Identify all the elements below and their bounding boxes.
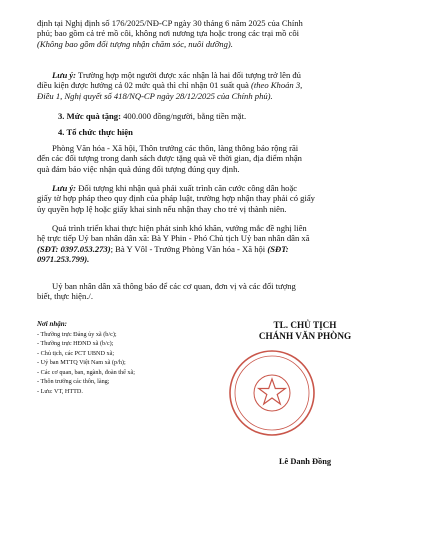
paragraph-contact <box>37 223 390 265</box>
recipient-item: - Thường trực HĐND xã (b/c); <box>37 340 114 347</box>
signature-title: TL. CHỦ TỊCH <box>273 320 337 330</box>
text-line: (theo Khoản 3, <box>250 80 303 91</box>
phone-number: 0971.253.799). <box>37 254 90 265</box>
text-line: biết, thực hiện./. <box>37 291 93 302</box>
recipients-list <box>37 320 212 396</box>
seal-inner-ring <box>235 356 309 430</box>
recipients-title: Nơi nhận: <box>37 320 68 328</box>
text-line: Quá trình triển khai thực hiện phát sinh khó khăn, vướng mắc đề nghị liên <box>52 223 307 233</box>
text-line: điều kiện được hưởng cả 02 mức quà thì chỉ nhận 01 suất quà <box>37 80 251 91</box>
text-line: hệ trực tiếp Uỷ ban nhân dân xã: Bà Y Phin - Phó Chủ tịch Uỷ ban nhân dân xã <box>37 233 310 244</box>
phone-label: (SĐT: <box>267 243 289 254</box>
seal-outer-ring <box>230 351 314 435</box>
official-seal-stamp <box>227 348 317 438</box>
section-4-heading <box>58 127 388 137</box>
text-line: (Không bao gồm đối tượng nhận chăm sóc, nuôi dưỡng). <box>37 38 233 49</box>
recipient-item: - Lưu: VT, HTTD. <box>37 387 83 395</box>
text-line: ; Bà Y Vôl - Trưởng Phòng Văn hóa - Xã hội <box>110 243 268 254</box>
text-line: 400.000 đồng/người, bằng tiền mặt. <box>120 111 247 121</box>
recipient-item: - Thường trực Đảng ủy xã (b/c); <box>37 330 117 338</box>
text-line: đến các đối tượng trong danh sách được tặng quà về thời gian, địa điểm nhận <box>37 153 302 164</box>
heading-text: 4. Tổ chức thực hiện <box>58 127 133 137</box>
recipient-item: - Các cơ quan, ban, ngành, đoàn thể xã; <box>37 368 135 376</box>
text-line: ủy quyền hợp lệ hoặc giấy khai sinh nếu nhận thay cho trẻ vị thành niên. <box>37 203 287 214</box>
recipient-item: - Chủ tịch, các PCT UBND xã; <box>37 349 115 357</box>
signer-name: Lê Danh Đồng <box>278 457 332 466</box>
note-paragraph-1 <box>37 70 390 101</box>
text-line: Trường hợp một người được xác nhận là hai đối tượng trở lên đủ <box>76 70 301 80</box>
signature-position: CHÁNH VĂN PHÒNG <box>258 331 352 341</box>
paragraph-beneficiaries <box>37 18 390 49</box>
recipient-item: - Uỷ ban MTTQ Việt Nam xã (p/h); <box>37 359 126 366</box>
seal-star <box>259 379 286 404</box>
signature-block <box>225 320 385 466</box>
text-line: định tại Nghị định số 176/2025/NĐ-CP ngày 30 tháng 6 năm 2025 của Chính <box>37 18 303 28</box>
note-label: Lưu ý: <box>52 183 77 193</box>
section-3-gift-amount <box>58 111 388 121</box>
text-line: phủ; bao gồm cả trẻ mồ côi, không nơi nương tựa hoặc trong các trại mồ côi <box>37 28 300 39</box>
text-line: Phòng Văn hóa - Xã hội, Thôn trưởng các thôn, làng thông báo rộng rãi <box>52 143 299 153</box>
text-line: Uỷ ban nhân dân xã thông báo để các cơ quan, đơn vị và các đối tượng <box>52 281 296 291</box>
note-label: Lưu ý: <box>52 70 77 80</box>
paragraph-implementation <box>37 143 390 174</box>
recipient-item: - Thôn trưởng các thôn, làng; <box>37 378 110 385</box>
section-label: 3. Mức quà tặng: <box>58 111 121 121</box>
note-paragraph-2 <box>37 183 390 214</box>
text-line: Đối tượng khi nhận quà phải xuất trình căn cước công dân hoặc <box>76 183 298 193</box>
text-line: quà đảm bảo việc nhận quà đúng đối tượng đúng quy định. <box>37 163 240 174</box>
text-line: giấy tờ hợp pháp theo quy định của pháp luật, trường hợp nhận thay phải có giấy <box>37 193 315 204</box>
phone-number: (SĐT: 0397.053.273) <box>37 243 111 254</box>
paragraph-closing <box>37 281 390 302</box>
text-line: Điều 1, Nghị quyết số 418/NQ-CP ngày 28/12/2025 của Chính phủ). <box>37 90 273 101</box>
